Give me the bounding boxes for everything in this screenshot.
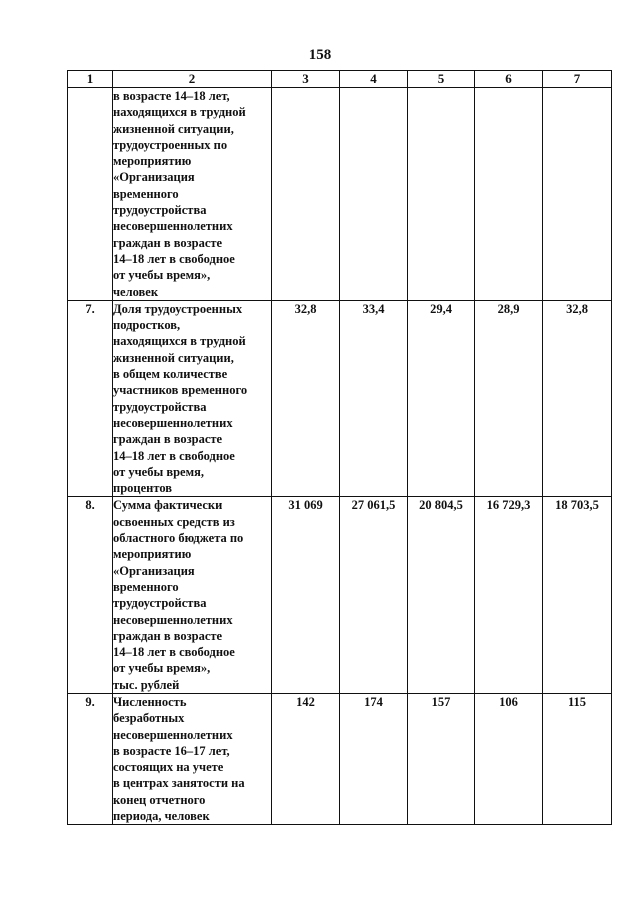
value-cell-col7: 115 bbox=[543, 693, 612, 824]
desc-line: граждан в возрасте bbox=[113, 628, 223, 643]
desc-line: несовершеннолетних bbox=[113, 727, 233, 742]
value-cell-col7: 32,8 bbox=[543, 300, 612, 497]
desc-line: безработных bbox=[113, 711, 185, 726]
desc-line: несовершеннолетних bbox=[113, 612, 233, 627]
row-description bbox=[113, 497, 272, 694]
desc-line: трудоустройства bbox=[113, 399, 207, 414]
value-cell-col3: 32,8 bbox=[272, 300, 340, 497]
desc-line: в центрах занятости на bbox=[113, 776, 245, 791]
table-row bbox=[68, 300, 612, 497]
desc-line: находящихся в трудной bbox=[113, 334, 246, 349]
col-header: 4 bbox=[340, 71, 408, 88]
desc-line: от учебы время», bbox=[113, 268, 211, 283]
desc-line: трудоустройства bbox=[113, 596, 207, 611]
row-number: 9. bbox=[68, 693, 113, 824]
desc-line: в возрасте 16–17 лет, bbox=[113, 743, 230, 758]
table-row bbox=[68, 693, 612, 824]
desc-line: трудоустройства bbox=[113, 203, 207, 218]
desc-line: трудоустроенных по bbox=[113, 137, 228, 152]
value-cell-col4: 33,4 bbox=[340, 300, 408, 497]
desc-line: жизненной ситуации, bbox=[113, 350, 234, 365]
value-cell-col6: 106 bbox=[475, 693, 543, 824]
desc-line: Сумма фактически bbox=[113, 498, 223, 513]
desc-line: несовершеннолетних bbox=[113, 415, 233, 430]
value-cell-col6 bbox=[475, 88, 543, 301]
desc-line: в общем количестве bbox=[113, 367, 228, 382]
desc-line: мероприятию bbox=[113, 547, 192, 562]
value-cell-col5: 29,4 bbox=[408, 300, 475, 497]
desc-line: «Организация bbox=[113, 170, 195, 185]
desc-line: в возрасте 14–18 лет, bbox=[113, 89, 230, 103]
value-cell-col5: 157 bbox=[408, 693, 475, 824]
row-number bbox=[68, 88, 113, 301]
page-number: 158 bbox=[308, 47, 332, 63]
desc-line: находящихся в трудной bbox=[113, 105, 246, 120]
col-header: 3 bbox=[272, 71, 340, 88]
col-header: 6 bbox=[475, 71, 543, 88]
desc-line: «Организация bbox=[113, 563, 195, 578]
desc-line: несовершеннолетних bbox=[113, 219, 233, 234]
desc-line: временного bbox=[113, 186, 179, 201]
value-cell-col6: 16 729,3 bbox=[475, 497, 543, 694]
desc-line: человек bbox=[113, 284, 159, 299]
value-cell-col4 bbox=[340, 88, 408, 301]
data-table bbox=[67, 70, 612, 825]
desc-line: тыс. рублей bbox=[113, 677, 180, 692]
desc-line: Численность bbox=[113, 694, 187, 709]
desc-line: областного бюджета по bbox=[113, 531, 244, 546]
desc-line: граждан в возрасте bbox=[113, 432, 223, 447]
desc-line: граждан в возрасте bbox=[113, 235, 223, 250]
desc-line: освоенных средств из bbox=[113, 514, 235, 529]
value-cell-col6: 28,9 bbox=[475, 300, 543, 497]
row-description bbox=[113, 693, 272, 824]
desc-line: 14–18 лет в свободное bbox=[113, 448, 235, 463]
desc-line: временного bbox=[113, 579, 179, 594]
value-cell-col7: 18 703,5 bbox=[543, 497, 612, 694]
table-row bbox=[68, 497, 612, 694]
value-cell-col4: 174 bbox=[340, 693, 408, 824]
row-number: 7. bbox=[68, 300, 113, 497]
value-cell-col3: 142 bbox=[272, 693, 340, 824]
desc-line: мероприятию bbox=[113, 154, 192, 169]
col-header: 1 bbox=[68, 71, 113, 88]
row-number: 8. bbox=[68, 497, 113, 694]
col-header: 7 bbox=[543, 71, 612, 88]
col-header: 2 bbox=[113, 71, 272, 88]
value-cell-col7 bbox=[543, 88, 612, 301]
value-cell-col5 bbox=[408, 88, 475, 301]
desc-line: состоящих на учете bbox=[113, 760, 224, 775]
header-row bbox=[68, 71, 612, 88]
value-cell-col4: 27 061,5 bbox=[340, 497, 408, 694]
desc-line: 14–18 лет в свободное bbox=[113, 645, 235, 660]
value-cell-col5: 20 804,5 bbox=[408, 497, 475, 694]
desc-line: конец отчетного bbox=[113, 792, 206, 807]
desc-line: подростков, bbox=[113, 318, 181, 333]
desc-line: Доля трудоустроенных bbox=[113, 301, 243, 316]
col-header: 5 bbox=[408, 71, 475, 88]
row-description bbox=[113, 300, 272, 497]
desc-line: жизненной ситуации, bbox=[113, 121, 234, 136]
value-cell-col3 bbox=[272, 88, 340, 301]
row-description bbox=[113, 88, 272, 301]
value-cell-col3: 31 069 bbox=[272, 497, 340, 694]
table-row bbox=[68, 88, 612, 301]
desc-line: от учебы время», bbox=[113, 661, 211, 676]
desc-line: участников временного bbox=[113, 383, 248, 398]
desc-line: от учебы время, bbox=[113, 464, 204, 479]
desc-line: 14–18 лет в свободное bbox=[113, 251, 235, 266]
desc-line: периода, человек bbox=[113, 809, 210, 824]
desc-line: процентов bbox=[113, 481, 173, 496]
